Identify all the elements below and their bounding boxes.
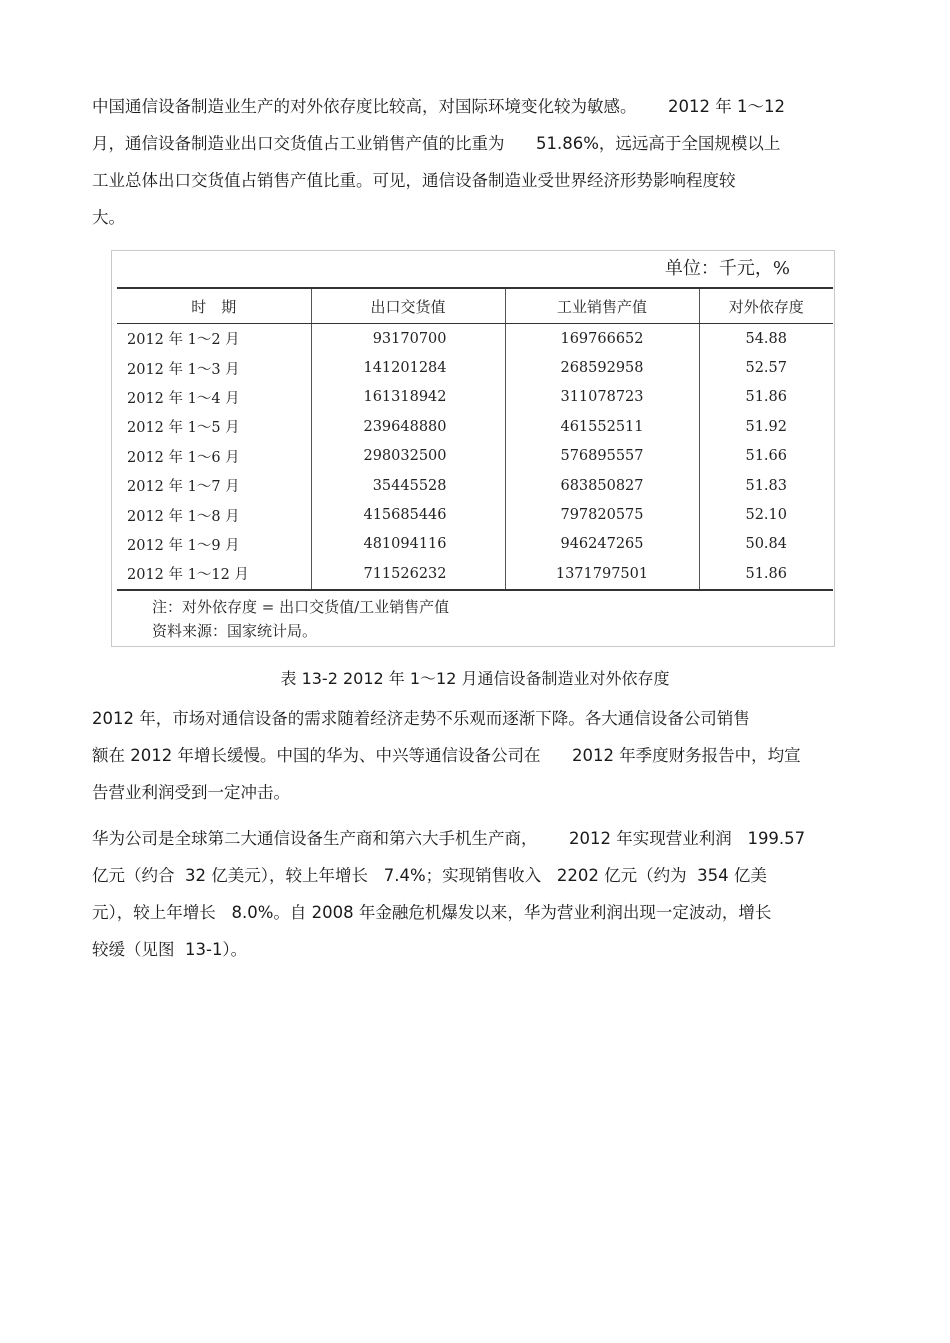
cell-export: 141201284 (311, 353, 505, 382)
cell-ratio: 50.84 (745, 536, 787, 553)
cell-sales: 268592958 (505, 353, 699, 382)
text-line: 华为公司是全球第二大通信设备生产商和第六大手机生产商， 2012 年实现营业利润 199.57 (92, 829, 806, 848)
table-row (117, 471, 833, 500)
cell-export: 161318942 (311, 383, 505, 412)
cell-export: 711526232 (311, 559, 505, 589)
table-row (117, 500, 833, 529)
cell-sales: 576895557 (505, 442, 699, 471)
table-row (117, 442, 833, 471)
cell-ratio: 51.86 (745, 389, 787, 406)
table-note: 注：对外依存度 = 出口交货值/工业销售产值 (152, 598, 450, 616)
cell-ratio: 52.57 (745, 360, 787, 377)
cell-sales: 1371797501 (505, 559, 699, 589)
cell-sales: 797820575 (505, 500, 699, 529)
table-unit-label: 单位：千元，% (664, 258, 790, 279)
table-row (117, 353, 833, 382)
cell-period: 2012 年 1～12 月 (117, 559, 311, 589)
header-export-value: 出口交货值 (311, 288, 505, 324)
text-line: 大。 (92, 208, 125, 227)
cell-sales: 311078723 (505, 383, 699, 412)
cell-period: 2012 年 1～2 月 (117, 324, 311, 354)
text-line: 告营业利润受到一定冲击。 (92, 783, 290, 802)
dependency-table (117, 287, 833, 591)
table-row (117, 530, 833, 559)
text-line: 较缓（见图 13-1）。 (92, 940, 248, 959)
cell-ratio: 52.10 (745, 507, 787, 524)
cell-sales: 169766652 (505, 324, 699, 354)
text-line: 亿元（约合 32 亿美元），较上年增长 7.4%；实现销售收入 2202 亿元（约为 354 亿美 (92, 866, 767, 885)
table-row (117, 412, 833, 441)
text-line: 工业总体出口交货值占销售产值比重。可见，通信设备制造业受世界经济形势影响程度较 (92, 171, 736, 190)
table-row (117, 383, 833, 412)
cell-sales: 683850827 (505, 471, 699, 500)
table-source: 资料来源：国家统计局。 (152, 622, 318, 640)
cell-export: 239648880 (311, 412, 505, 441)
cell-ratio: 51.86 (699, 559, 833, 589)
market-paragraph (92, 700, 852, 811)
cell-period: 2012 年 1～3 月 (117, 353, 311, 382)
cell-export: 93170700 (311, 324, 505, 354)
cell-export: 298032500 (311, 442, 505, 471)
cell-ratio: 51.66 (745, 448, 787, 465)
cell-period: 2012 年 1～8 月 (117, 500, 311, 529)
header-period: 时 期 (117, 288, 311, 324)
huawei-paragraph (92, 820, 852, 968)
text-line: 元），较上年增长 8.0%。自 2008 年金融危机爆发以来，华为营业利润出现一定波动，增长 (92, 903, 772, 922)
header-sales-value: 工业销售产值 (505, 288, 699, 324)
table-row (117, 559, 833, 589)
text-line: 2012 年，市场对通信设备的需求随着经济走势不乐观而逐渐下降。各大通信设备公司销售 (92, 709, 750, 728)
cell-period: 2012 年 1～7 月 (117, 471, 311, 500)
cell-ratio: 51.92 (745, 418, 787, 435)
text-line: 额在 2012 年增长缓慢。中国的华为、中兴等通信设备公司在 2012 年季度财务报告中，均宣 (92, 746, 801, 765)
cell-period: 2012 年 1～6 月 (117, 442, 311, 471)
cell-period: 2012 年 1～5 月 (117, 412, 311, 441)
cell-export: 415685446 (311, 500, 505, 529)
cell-ratio: 51.83 (745, 477, 787, 494)
table-caption: 表 13-2 2012 年 1～12 月通信设备制造业对外依存度 (280, 669, 670, 688)
table-notes (152, 595, 449, 643)
cell-export: 35445528 (311, 471, 505, 500)
cell-export: 481094116 (311, 530, 505, 559)
table-header-row (117, 288, 833, 324)
intro-paragraph (92, 88, 852, 236)
cell-sales: 946247265 (505, 530, 699, 559)
table-row (117, 324, 833, 354)
cell-ratio: 54.88 (745, 330, 787, 347)
text-line: 中国通信设备制造业生产的对外依存度比较高，对国际环境变化较为敏感。 2012 年 1～12 (92, 97, 785, 116)
data-table-figure (111, 250, 835, 647)
cell-sales: 461552511 (505, 412, 699, 441)
cell-period: 2012 年 1～4 月 (117, 383, 311, 412)
cell-period: 2012 年 1～9 月 (117, 530, 311, 559)
header-dependency-ratio: 对外依存度 (699, 288, 833, 324)
text-line: 月，通信设备制造业出口交货值占工业销售产值的比重为 51.86%，远远高于全国规模以上 (92, 134, 781, 153)
